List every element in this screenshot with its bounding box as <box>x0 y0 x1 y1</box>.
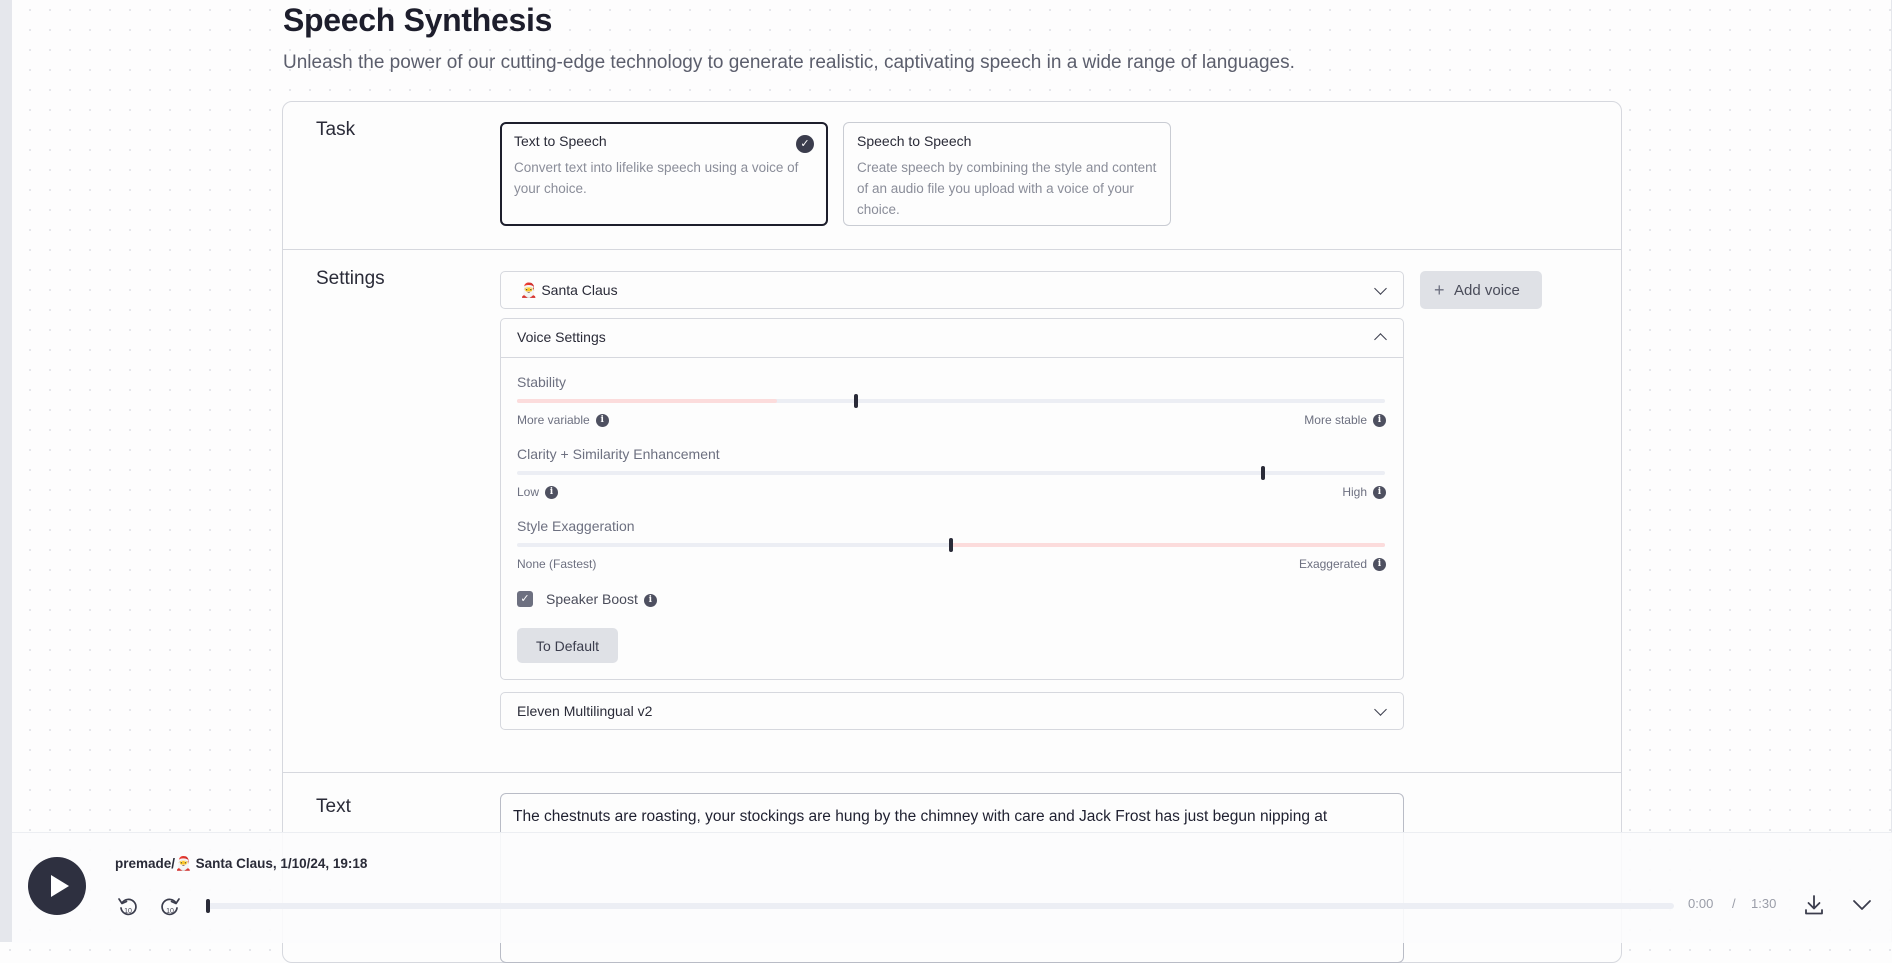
task-option-title: Speech to Speech <box>857 133 972 149</box>
speaker-boost-label <box>546 591 657 607</box>
audio-player <box>12 832 1892 943</box>
section-divider <box>283 772 1621 773</box>
clarity-min-text: Low <box>517 485 540 499</box>
add-voice-label: Add voice <box>1454 281 1520 299</box>
info-icon[interactable]: i <box>1373 558 1386 571</box>
stability-min-text: More variable <box>517 413 590 427</box>
download-icon[interactable] <box>1802 893 1826 917</box>
playback-progress-thumb[interactable] <box>206 899 210 913</box>
time-separator: / <box>1732 896 1736 911</box>
check-circle-icon: ✓ <box>796 135 814 153</box>
track-title: premade/🎅 Santa Claus, 1/10/24, 19:18 <box>115 856 368 871</box>
add-voice-button[interactable] <box>1420 271 1542 309</box>
duration: 1:30 <box>1751 896 1777 911</box>
page-title: Speech Synthesis <box>283 2 553 38</box>
voice-settings-header[interactable] <box>501 319 1403 358</box>
to-default-button[interactable]: To Default <box>517 628 618 663</box>
info-icon[interactable]: i <box>1373 486 1386 499</box>
voice-settings-panel <box>500 318 1404 680</box>
stability-min-label <box>517 413 609 427</box>
page-subtitle: Unleash the power of our cutting-edge technology to generate realistic, captivating speech in a wide range of languages. <box>283 52 1295 73</box>
task-option-title: Text to Speech <box>514 133 607 149</box>
clarity-max-text: High <box>1342 485 1367 499</box>
info-icon[interactable]: i <box>545 486 558 499</box>
play-button[interactable] <box>28 857 86 915</box>
task-option-text-to-speech[interactable] <box>500 122 828 226</box>
style-min-text: None (Fastest) <box>517 557 597 571</box>
style-max-text: Exaggerated <box>1298 557 1367 571</box>
info-icon[interactable]: i <box>644 594 657 607</box>
stability-label: Stability <box>517 374 567 390</box>
style-min-label <box>517 557 596 571</box>
current-time: 0:00 <box>1688 896 1714 911</box>
task-option-description: Convert text into lifelike speech using a voice of your choice. <box>514 160 799 196</box>
playback-progress-bar[interactable] <box>206 903 1674 909</box>
skip-back-10-icon[interactable] <box>117 895 139 917</box>
skip-forward-text: 10 <box>166 908 174 915</box>
info-icon[interactable]: i <box>596 414 609 427</box>
stability-max-label <box>1304 413 1386 427</box>
skip-forward-10-icon[interactable] <box>159 895 181 917</box>
voice-settings-title: Voice Settings <box>517 329 606 345</box>
model-select-value: Eleven Multilingual v2 <box>517 703 653 719</box>
clarity-slider-thumb[interactable] <box>1261 466 1265 480</box>
model-select[interactable] <box>500 692 1404 730</box>
style-slider-thumb[interactable] <box>949 538 953 552</box>
info-icon[interactable]: i <box>1373 414 1386 427</box>
style-max-label <box>1299 557 1386 571</box>
settings-section-label: Settings <box>316 268 385 289</box>
stability-slider-thumb[interactable] <box>854 394 858 408</box>
voice-select-value: 🎅 Santa Claus <box>520 282 618 298</box>
task-option-description: Create speech by combining the style and content of an audio file you upload with a voice of your choice. <box>857 160 1157 217</box>
clarity-slider[interactable] <box>517 471 1385 475</box>
speaker-boost-checkbox[interactable]: ✓ <box>517 591 533 607</box>
style-slider[interactable] <box>517 543 1385 547</box>
voice-select[interactable] <box>500 271 1404 309</box>
plus-icon: + <box>1434 280 1445 300</box>
clarity-max-label <box>1342 485 1386 499</box>
clarity-min-label <box>517 485 558 499</box>
left-edge-strip <box>0 0 12 942</box>
style-slider-fill <box>951 543 1385 547</box>
style-label: Style Exaggeration <box>517 518 635 534</box>
section-divider <box>283 249 1621 250</box>
task-option-speech-to-speech[interactable] <box>843 122 1171 226</box>
stability-slider[interactable] <box>517 399 1385 403</box>
speaker-boost-text: Speaker Boost <box>546 591 638 607</box>
stability-slider-fill <box>517 399 777 403</box>
chevron-down-icon <box>1374 703 1387 716</box>
text-section-label: Text <box>316 796 351 817</box>
chevron-up-icon <box>1374 333 1387 346</box>
play-icon <box>51 875 69 897</box>
skip-back-text: 10 <box>124 908 132 915</box>
collapse-player-icon[interactable] <box>1850 893 1874 917</box>
clarity-label: Clarity + Similarity Enhancement <box>517 446 720 462</box>
task-section-label: Task <box>316 119 356 140</box>
stability-max-text: More stable <box>1304 413 1367 427</box>
chevron-down-icon <box>1374 282 1387 295</box>
text-input[interactable]: The chestnuts are roasting, your stockings are hung by the chimney with care and Jack Frost has just begun nipping at <box>500 793 1404 963</box>
